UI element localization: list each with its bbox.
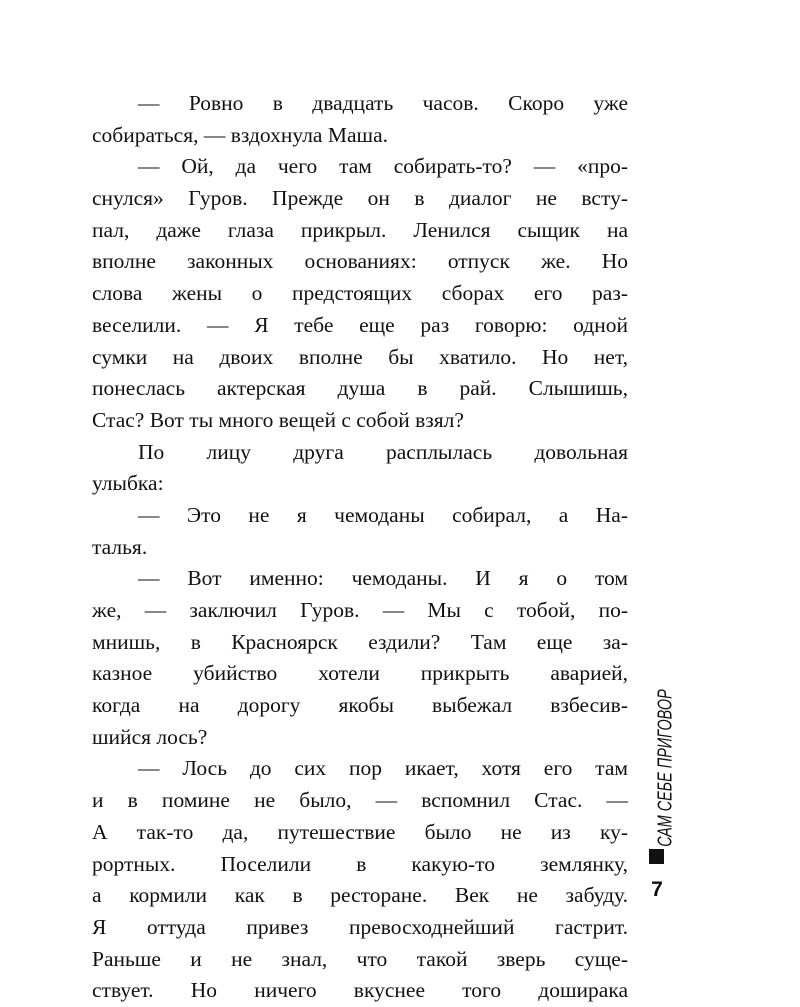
text-line: — Это не я чемоданы собирал, а На- [138, 502, 628, 527]
text-line: Стас? Вот ты много вещей с собой взял? [92, 407, 464, 432]
text-line: снулся» Гуров. Прежде он в диалог не всту- [92, 186, 628, 211]
text-line: Я оттуда привез превосходнейший гастрит. [92, 914, 628, 939]
text-line: сумки на двоих вполне бы хватило. Но нет, [92, 344, 628, 369]
running-title-text: САМ СЕБЕ ПРИГОВОР [654, 689, 677, 847]
text-line: слова жены о предстоящих сборах его раз- [92, 281, 628, 306]
text-line: ствует. Но ничего вкуснее того доширака [92, 978, 628, 1003]
text-line: Раньше и не знал, что такой зверь суще- [92, 946, 628, 971]
text-line: пал, даже глаза прикрыл. Ленился сыщик на [92, 217, 628, 242]
text-line: веселили. — Я тебе еще раз говорю: одной [92, 312, 628, 337]
page-number: 7 [651, 878, 663, 901]
text-line: же, — заключил Гуров. — Мы с тобой, по- [92, 598, 628, 622]
text-line: казное убийство хотели прикрыть аварией, [92, 661, 628, 686]
text-line: мнишь, в Красноярск ездили? Там еще за- [92, 629, 628, 654]
body-text [92, 88, 628, 1007]
text-line: рортных. Поселили в какую-то землянку, [92, 851, 628, 876]
text-line: и в помине не было, — вспомнил Стас. — [92, 788, 628, 813]
text-line: — Вот именно: чемоданы. И я о том [138, 566, 628, 591]
text-line: собираться, — вздохнула Маша. [92, 122, 388, 147]
text-line: А так-то да, путешествие было не из ку- [92, 819, 628, 844]
text-line: вполне законных основаниях: отпуск же. Но [92, 249, 628, 274]
text-line: — Лось до сих пор икает, хотя его там [138, 756, 628, 781]
text-line: улыбка: [92, 471, 164, 496]
text-line: талья. [92, 534, 148, 559]
text-line: — Ой, да чего там собирать-то? — «про- [138, 154, 628, 179]
text-line: — Ровно в двадцать часов. Скоро уже [138, 91, 628, 115]
text-line: когда на дорогу якобы выбежал взбесив- [92, 693, 628, 718]
text-line: понеслась актерская душа в рай. Слышишь, [92, 376, 628, 401]
text-line: а кормили как в ресторане. Век не забуду. [92, 883, 628, 908]
running-title [646, 658, 686, 878]
title-marker-square [649, 849, 664, 864]
text-line: шийся лось? [92, 724, 208, 749]
text-line: По лицу друга расплылась довольная [138, 439, 628, 464]
